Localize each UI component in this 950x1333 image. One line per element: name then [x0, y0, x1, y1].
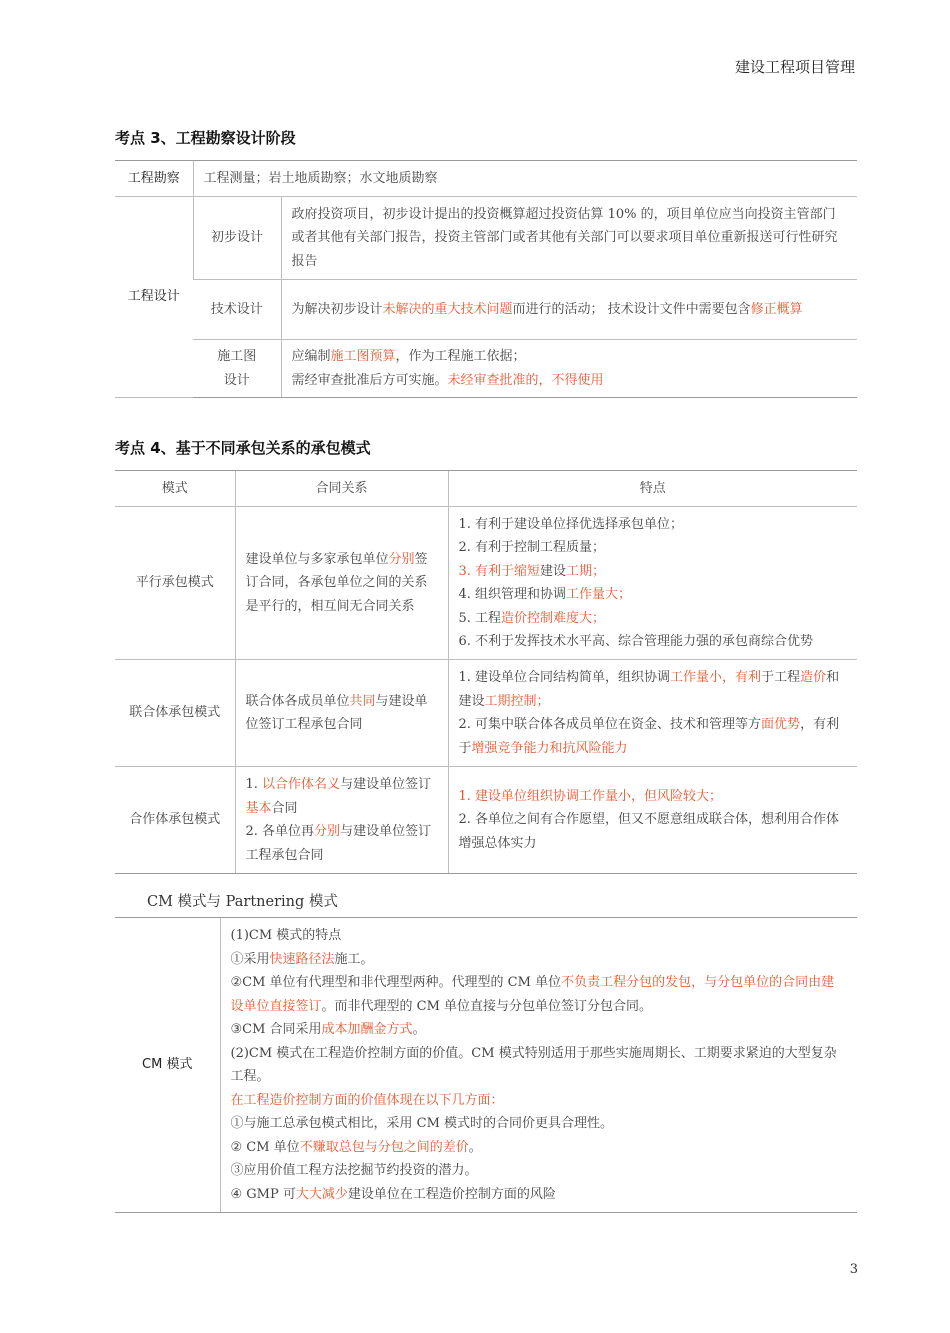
- cm-table: [115, 917, 857, 1213]
- construction-label: 施工图 设计: [193, 340, 281, 398]
- header-contract: 合同关系: [235, 471, 448, 507]
- table-row: [115, 280, 857, 340]
- section4-title: 考点 4、基于不同承包关系的承包模式: [115, 439, 371, 457]
- parallel-contract: 建设单位与多家承包单位分别签订合同，各承包单位之间的关系是平行的，相互间无合同关系: [235, 507, 448, 660]
- prelim-label: 初步设计: [193, 197, 281, 280]
- table-row: [115, 767, 857, 874]
- header-mode: 模式: [115, 471, 235, 507]
- table-row: [115, 340, 857, 398]
- table-row: [115, 161, 857, 197]
- section3-title: 考点 3、工程勘察设计阶段: [115, 129, 296, 147]
- construction-text: 应编制施工图预算，作为工程施工依据； 需经审查批准后方可实施。未经审查批准的，不得使用: [281, 340, 857, 398]
- cm-subtitle: CM 模式与 Partnering 模式: [147, 894, 338, 910]
- coop-features: 1. 建设单位组织协调工作量小，但风险较大； 2. 各单位之间有合作愿望，但又不愿意组成联合体，想利用合作体增强总体实力: [448, 767, 857, 874]
- survey-design-table: [115, 160, 857, 398]
- parallel-mode: 平行承包模式: [115, 507, 235, 660]
- header-features: 特点: [448, 471, 857, 507]
- survey-label: 工程勘察: [115, 161, 193, 197]
- coop-contract: 1. 以合作体名义与建设单位签订基本合同 2. 各单位再分别与建设单位签订工程承包合同: [235, 767, 448, 874]
- cm-content: (1)CM 模式的特点 ①采用快速路径法施工。 ②CM 单位有代理型和非代理型两种。代理型的 CM 单位不负责工程分包的发包，与分包单位的合同由建设单位直接签订。而非代理型的 CM 单位直接与分包单位签订分包合同。 ③CM 合同采用成本加酬金方式。 (2)CM 模式在工程造价控制方面的价值。CM 模式特别适用于那些实施周期长、工期要求紧迫的大型复杂工程。 在工程造价控制方面的价值体现在以下几方面： ①与施工总承包模式相比，采用 CM 模式时的合同价更具合理性。 ② CM 单位不赚取总包与分包之间的差价。 ③应用价值工程方法挖掘节约投资的潜力。 ④ GMP 可大大减少建设单位在工程造价控制方面的风险: [220, 918, 857, 1213]
- header-title: 建设工程项目管理: [734, 58, 855, 76]
- table-row: [115, 507, 857, 660]
- joint-mode: 联合体承包模式: [115, 660, 235, 767]
- table-header-row: [115, 471, 857, 507]
- survey-content: 工程测量；岩土地质勘察；水文地质勘察: [193, 161, 857, 197]
- tech-label: 技术设计: [193, 280, 281, 340]
- contract-mode-table: [115, 470, 857, 874]
- design-label: 工程设计: [115, 197, 193, 398]
- prelim-text: 政府投资项目，初步设计提出的投资概算超过投资估算 10% 的，项目单位应当向投资主管部门或者其他有关部门报告，投资主管部门或者其他有关部门可以要求项目单位重新报送可行性研究报告: [281, 197, 857, 280]
- table-row: [115, 660, 857, 767]
- tech-text: 为解决初步设计未解决的重大技术问题而进行的活动； 技术设计文件中需要包含修正概算: [281, 280, 857, 340]
- table-row: [115, 918, 857, 1213]
- table-row: [115, 197, 857, 280]
- joint-contract: 联合体各成员单位共同与建设单位签订工程承包合同: [235, 660, 448, 767]
- page-number: 3: [849, 1262, 858, 1277]
- cm-label: CM 模式: [115, 918, 220, 1213]
- joint-features: 1. 建设单位合同结构简单，组织协调工作量小，有利于工程造价和建设工期控制； 2. 可集中联合体各成员单位在资金、技术和管理等方面优势，有利于增强竞争能力和抗风险能力: [448, 660, 857, 767]
- coop-mode: 合作体承包模式: [115, 767, 235, 874]
- parallel-features: 1. 有利于建设单位择优选择承包单位； 2. 有利于控制工程质量； 3. 有利于缩短建设工期； 4. 组织管理和协调工作量大； 5. 工程造价控制难度大； 6. 不利于发挥技术水平高、综合管理能力强的承包商综合优势: [448, 507, 857, 660]
